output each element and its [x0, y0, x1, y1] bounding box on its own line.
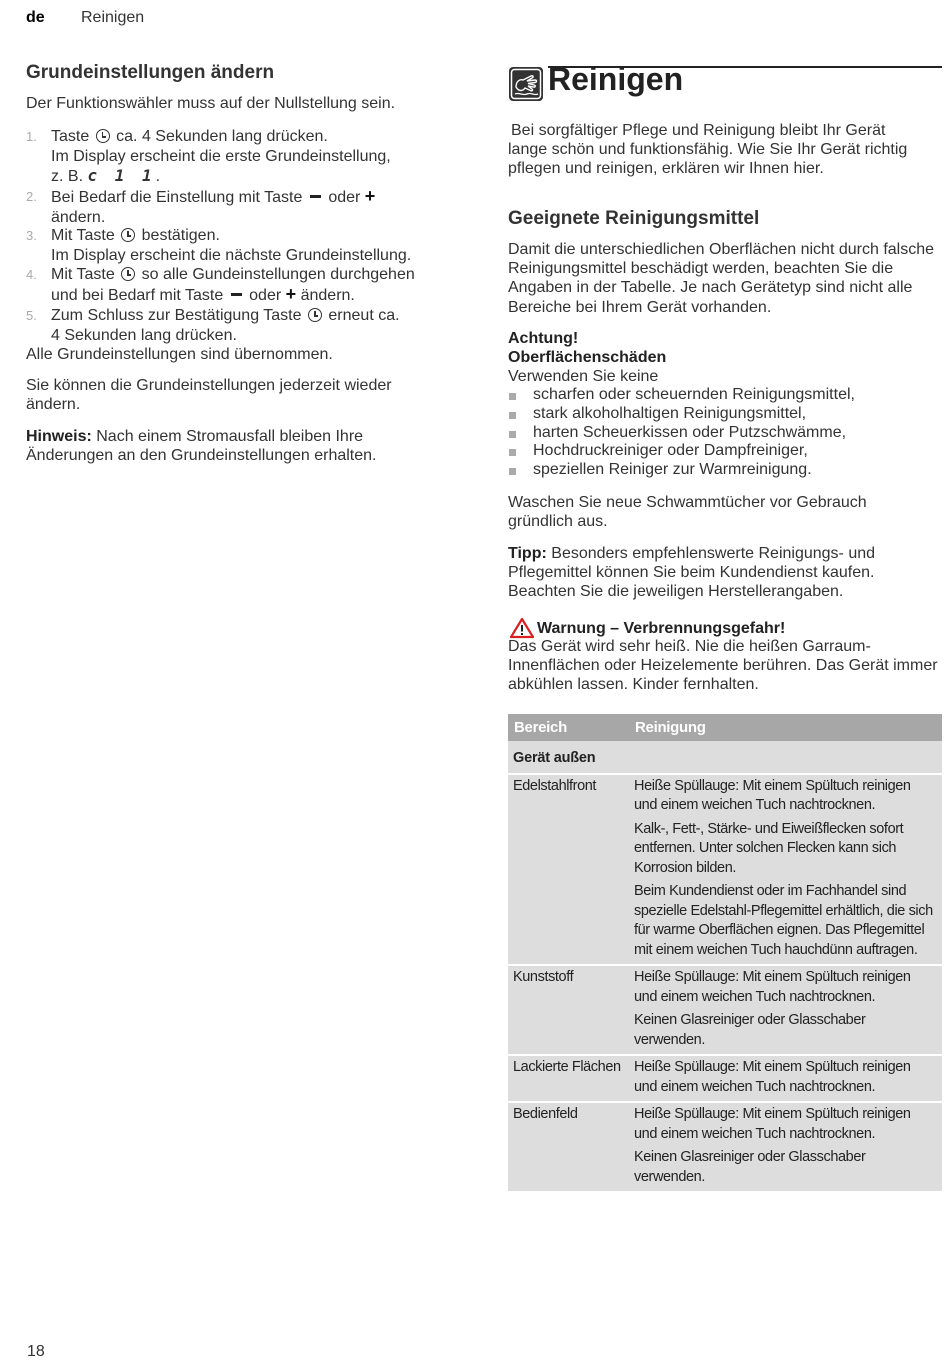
area-cell: Bedienfeld	[508, 1102, 629, 1191]
intro-text: Bei sorgfältiger Pflege und Reinigung bleibt Ihr Gerät lange schön und funktionsfähig. Wie Sie Ihr Gerät richtig pflegen und reinigen, erklären wir Ihnen hier.	[508, 122, 908, 178]
minus-icon	[310, 195, 321, 198]
table-row	[508, 1102, 942, 1191]
cleaning-table	[508, 714, 942, 1191]
column-header-bereich: Bereich	[508, 714, 629, 741]
attention-label: Achtung!	[508, 330, 579, 347]
section-heading-grundeinstellungen: Grundeinstellungen ändern	[26, 62, 275, 83]
paragraph: Damit die unterschiedlichen Oberflächen nicht durch falsche Reinigungsmittel beschädigt werden, beachten Sie die Angaben in der Tabelle. Je nach Gerätetyp sind nicht alle Bereiche bei Ihrem Gerät vorhanden.	[508, 241, 935, 316]
clock-icon	[121, 267, 135, 281]
step-5: 5. Zum Schluss zur Bestätigung Taste erneut ca. 4 Sekunden lang drücken.	[26, 307, 400, 344]
plus-icon: +	[285, 283, 297, 304]
tip-label: Tipp:	[508, 545, 547, 562]
header-section-title: Reinigen	[81, 9, 145, 26]
table-row	[508, 965, 942, 1055]
step-number: 4.	[26, 267, 37, 282]
list-item: Hochdruckreiniger oder Dampfreiniger,	[508, 442, 855, 461]
list-item: scharfen oder scheuernden Reinigungsmittel,	[508, 386, 855, 405]
step-1: 1. Taste ca. 4 Sekunden lang drücken. Im Display erscheint die erste Grundeinstellung, z. B. c 1 1.	[26, 128, 391, 185]
table-group-row: Gerät außen	[508, 741, 942, 774]
note: Hinweis: Nach einem Stromausfall bleiben Ihre Änderungen an den Grundeinstellungen erhalten.	[26, 428, 377, 465]
step-2: 2. Bei Bedarf die Einstellung mit Taste oder + ändern.	[26, 186, 376, 226]
step-4: 4. Mit Taste so alle Gundeinstellungen durchgehen und bei Bedarf mit Taste oder + ändern.	[26, 266, 415, 304]
paragraph: Waschen Sie neue Schwammtücher vor Gebrauch gründlich aus.	[508, 494, 867, 531]
area-cell: Kunststoff	[508, 965, 629, 1055]
step-number: 2.	[26, 189, 37, 204]
cleaning-cell: Heiße Spüllauge: Mit einem Spültuch reinigen und einem weichen Tuch nachtrocknen. Kalk-, Fett-, Stärke- und Eiweißflecken sofort entfernen. Unter solchen Flecken kann sich Korrosion bilden. Beim Kundendienst oder im Fachhandel sind spezielle Edelstahl-Pflegemittel erhältlich, die sich für warme Oberflächen eignen. Das Pflegemittel mit einem weichen Tuch hauchdünn auftragen.	[629, 774, 942, 966]
list-item: stark alkoholhaltigen Reinigungsmittel,	[508, 405, 855, 424]
paragraph: Sie können die Grundeinstellungen jederzeit wieder ändern.	[26, 377, 392, 414]
table-row	[508, 774, 942, 966]
step-number: 1.	[26, 129, 37, 144]
result-text: Alle Grundeinstellungen sind übernommen.	[26, 346, 333, 363]
attention-text: Verwenden Sie keine	[508, 368, 659, 385]
step-3: 3. Mit Taste bestätigen. Im Display erscheint die nächste Grundeinstellung.	[26, 227, 412, 264]
list-item: harten Scheuerkissen oder Putzschwämme,	[508, 424, 855, 443]
clock-icon	[121, 228, 135, 242]
step-number: 5.	[26, 308, 37, 323]
section-title-reinigen: Reinigen	[548, 61, 684, 97]
column-header-reinigung: Reinigung	[629, 714, 942, 741]
warning-title: Warnung – Verbrennungsgefahr!	[537, 620, 786, 637]
cleaning-cell: Heiße Spüllauge: Mit einem Spültuch reinigen und einem weichen Tuch nachtrocknen. Keinen Glasreiniger oder Glasschaber verwenden.	[629, 1102, 942, 1191]
minus-icon	[231, 293, 242, 296]
step-number: 3.	[26, 228, 37, 243]
table-header	[508, 714, 942, 741]
area-cell: Lackierte Flächen	[508, 1055, 629, 1102]
clock-icon	[308, 308, 322, 322]
cleaning-hand-icon	[509, 67, 543, 101]
area-cell: Edelstahlfront	[508, 774, 629, 966]
table-row	[508, 1055, 942, 1102]
page-number: 18	[27, 1343, 45, 1360]
display-readout: c 1 1	[87, 166, 156, 185]
bullet-list	[508, 386, 855, 480]
cleaning-cell: Heiße Spüllauge: Mit einem Spültuch reinigen und einem weichen Tuch nachtrocknen. Keinen Glasreiniger oder Glasschaber verwenden.	[629, 965, 942, 1055]
subheading-reinigungsmittel: Geeignete Reinigungsmittel	[508, 208, 760, 229]
intro-text: Der Funktionswähler muss auf der Nullstellung sein.	[26, 95, 396, 112]
clock-icon	[96, 129, 110, 143]
note-label: Hinweis:	[26, 428, 92, 445]
list-item: speziellen Reiniger zur Warmreinigung.	[508, 461, 855, 480]
attention-subtitle: Oberflächenschäden	[508, 349, 667, 366]
language-code: de	[26, 9, 45, 26]
warning-text: Das Gerät wird sehr heiß. Nie die heißen Garraum-Innenflächen oder Heizelemente berühren. Das Gerät immer abkühlen lassen. Kinder fernhalten.	[508, 638, 938, 694]
tip: Tipp: Besonders empfehlenswerte Reinigungs- und Pflegemittel können Sie beim Kundendienst kaufen. Beachten Sie die jeweiligen Herstellerangaben.	[508, 545, 876, 601]
plus-icon: +	[364, 186, 376, 206]
cleaning-cell: Heiße Spüllauge: Mit einem Spültuch reinigen und einem weichen Tuch nachtrocknen.	[629, 1055, 942, 1102]
